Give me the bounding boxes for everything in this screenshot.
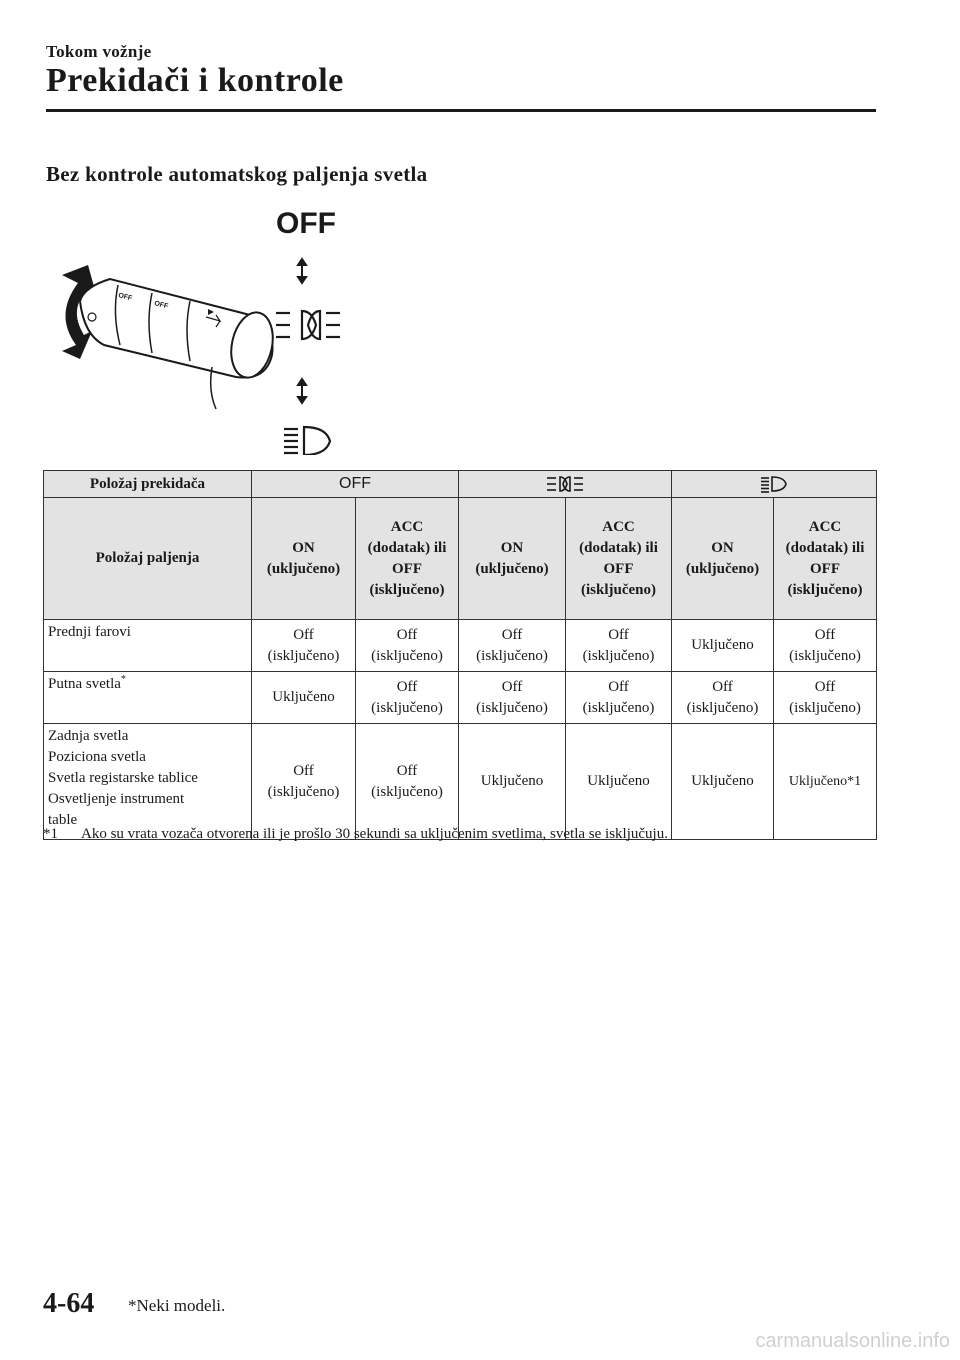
ignition-cell: ON (uključeno) [672,498,774,620]
switch-off-text: OFF [339,475,371,492]
table-cell: Off (isključeno) [566,672,672,724]
table-row [44,620,877,672]
ignition-position-label: Položaj paljenja [44,498,252,620]
table-cell: Off (isključeno) [356,724,459,840]
parking-light-icon [545,475,585,493]
position-arrow-icon [298,259,306,283]
headlight-icon [760,475,788,493]
switch-position-row [44,471,877,498]
switch-parking-column [459,471,672,498]
table-cell: Uključeno [566,724,672,840]
footnote-text: Ako su vrata vozača otvorena ili je prošlo 30 sekundi sa uključenim svetlima, svetla se isključuju. [81,826,668,842]
ignition-cell: ACC (dodatak) ili OFF (isključeno) [566,498,672,620]
table-cell: Off (isključeno) [566,620,672,672]
table-cell: Off (isključeno) [356,620,459,672]
ignition-cell: ACC (dodatak) ili OFF (isključeno) [356,498,459,620]
section-label: Tokom vožnje [46,42,152,61]
ignition-cell: ACC (dodatak) ili OFF (isključeno) [774,498,877,620]
ignition-cell: ON (uključeno) [252,498,356,620]
table-cell: Off (isključeno) [672,672,774,724]
position-arrow-icon [298,379,306,403]
table-cell: Off (isključeno) [774,672,877,724]
row-label: Zadnja svetla Poziciona svetla Svetla registarske tablice Osvetljenje instrument table [44,724,252,840]
page-title: Prekidači i kontrole [46,62,344,99]
switch-off-label-2: OFF [153,300,169,311]
table-cell: Uključeno [672,620,774,672]
row-label: Prednji farovi [44,620,252,672]
switch-headlight-column [672,471,877,498]
light-status-table [43,470,877,840]
table-cell: Off (isključeno) [252,724,356,840]
table-row [44,724,877,840]
parking-light-icon [276,311,340,339]
switch-off-column [252,471,459,498]
page-number: 4-64 [43,1288,95,1319]
sub-heading: Bez kontrole automatskog paljenja svetla [46,162,428,186]
headlight-icon [284,427,330,455]
switch-position-label: Položaj prekidača [44,471,252,498]
table-cell: Off (isključeno) [459,672,566,724]
table-cell: Off (isključeno) [356,672,459,724]
table-cell: Uključeno [252,672,356,724]
table-cell: Uključeno [672,724,774,840]
table-cell: Off (isključeno) [252,620,356,672]
switch-off-label-1: OFF [117,292,133,303]
title-rule [46,109,876,112]
table-row [44,672,877,724]
table-cell: Off (isključeno) [774,620,877,672]
table-cell: Off (isključeno) [459,620,566,672]
off-position-label: OFF [276,207,336,240]
row-label: Putna svetla* [44,672,252,724]
footnote [43,826,668,843]
light-switch-illustration [40,205,360,455]
table-cell: Uključeno*1 [774,724,877,840]
asterisk-mark: * [120,674,126,685]
ignition-position-row [44,498,877,620]
table-cell: Uključeno [459,724,566,840]
footnote-mark: *1 [43,826,58,842]
page-note: *Neki modeli. [128,1296,226,1315]
ignition-cell: ON (uključeno) [459,498,566,620]
watermark: carmanualsonline.info [755,1330,950,1352]
